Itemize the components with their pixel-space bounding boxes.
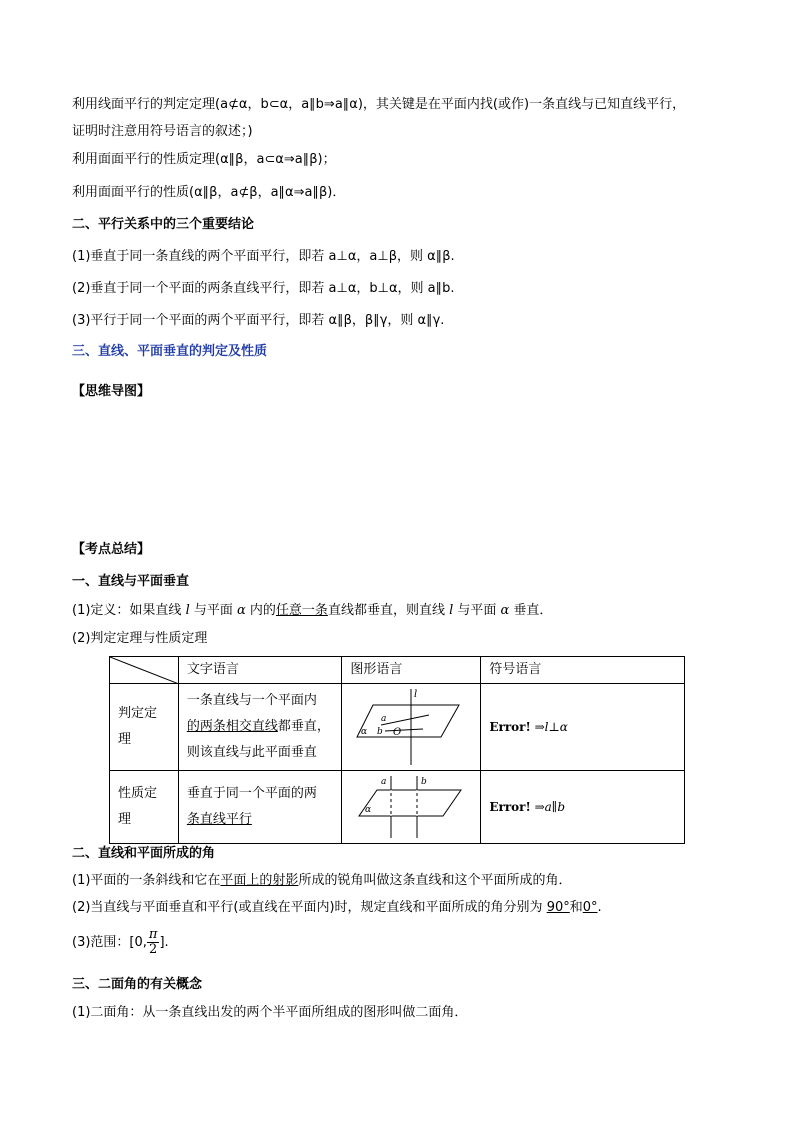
angle-special-cases: (2)当直线与平面垂直和平行(或直线在平面内)时，规定直线和平面所成的角分别为 90°和0°. — [72, 900, 602, 915]
fig1-label-alpha: α — [361, 727, 368, 737]
table-row — [110, 684, 685, 771]
paragraph-line-1: 利用线面平行的判定定理(a⊄α，b⊂α，a∥b⇒a∥α)，其关键是在平面内找(或作)一条直线与已知直线平行， — [72, 97, 686, 112]
table-corner-cell — [110, 657, 179, 684]
fig2-label-a: a — [381, 777, 387, 787]
col-header-symbol: 符号语言 — [481, 657, 685, 684]
row-text-property: 垂直于同一个平面的两 条直线平行 — [178, 771, 342, 844]
fig1-label-b: b — [377, 727, 384, 737]
row-name-property: 性质定理 — [110, 771, 179, 844]
row-name-judgment: 判定定理 — [110, 684, 179, 771]
col-header-text: 文字语言 — [178, 657, 342, 684]
judgment-figure — [351, 685, 471, 769]
definition-line: (1)定义：如果直线 l 与平面 α 内的任意一条直线都垂直，则直线 l 与平面 α 垂直． — [72, 603, 553, 618]
row-text-judgment: 一条直线与一个平面内 的两条相交直线都垂直， 则该直线与此平面垂直 — [178, 684, 342, 771]
heading-dihedral: 三、二面角的有关概念 — [72, 977, 203, 992]
heading-line-plane-angle: 二、直线和平面所成的角 — [72, 846, 216, 861]
table-row — [110, 771, 685, 844]
angle-definition: (1)平面的一条斜线和它在平面上的射影所成的锐角叫做这条直线和这个平面所成的角． — [72, 873, 572, 888]
property-figure — [351, 772, 471, 842]
paragraph-face-parallel-property-theorem: 利用面面平行的性质定理(α∥β，a⊂α⇒a∥β)； — [72, 152, 336, 167]
dihedral-definition: (1)二面角：从一条直线出发的两个半平面所组成的图形叫做二面角． — [72, 1005, 468, 1020]
row-symbol-property: Error! ⇒a∥b — [481, 771, 685, 844]
pi-over-two-fraction: $\frac{\pi}{2}$ — [148, 927, 158, 957]
paragraph-face-parallel-property: 利用面面平行的性质(α∥β，a⊄β，a∥α⇒a∥β)． — [72, 185, 346, 200]
fig1-label-o: O — [393, 727, 402, 738]
fig1-label-l: l — [414, 689, 418, 700]
heading-perpendicular: 三、直线、平面垂直的判定及性质 — [72, 344, 268, 359]
theorem-intro: (2)判定定理与性质定理 — [72, 631, 208, 646]
paragraph-line-2: 证明时注意用符号语言的叙述；) — [72, 124, 253, 139]
diagonal-line — [110, 657, 179, 684]
fig2-label-b: b — [421, 777, 428, 787]
col-header-figure: 图形语言 — [342, 657, 481, 684]
row-figure-judgment — [342, 684, 481, 771]
mindmap-label: 【思维导图】 — [72, 384, 151, 399]
angle-range: (3)范围：[0, $\frac{\pi}{2}$ ]. — [72, 927, 169, 957]
row-figure-property — [342, 771, 481, 844]
summary-label: 【考点总结】 — [72, 542, 151, 557]
conclusion-1: (1)垂直于同一条直线的两个平面平行，即若 a⊥α，a⊥β，则 α∥β. — [72, 249, 455, 264]
conclusion-3: (3)平行于同一个平面的两个平面平行，即若 α∥β，β∥γ，则 α∥γ. — [72, 313, 445, 328]
heading-parallel-conclusions: 二、平行关系中的三个重要结论 — [72, 217, 255, 232]
heading-line-plane-perp: 一、直线与平面垂直 — [72, 574, 190, 589]
theorem-table — [109, 656, 685, 844]
fig2-label-alpha: α — [365, 805, 372, 815]
fig1-label-a: a — [381, 714, 387, 724]
row-symbol-judgment: Error! ⇒l⊥α — [481, 684, 685, 771]
conclusion-2: (2)垂直于同一个平面的两条直线平行，即若 a⊥α，b⊥α，则 a∥b. — [72, 281, 455, 296]
